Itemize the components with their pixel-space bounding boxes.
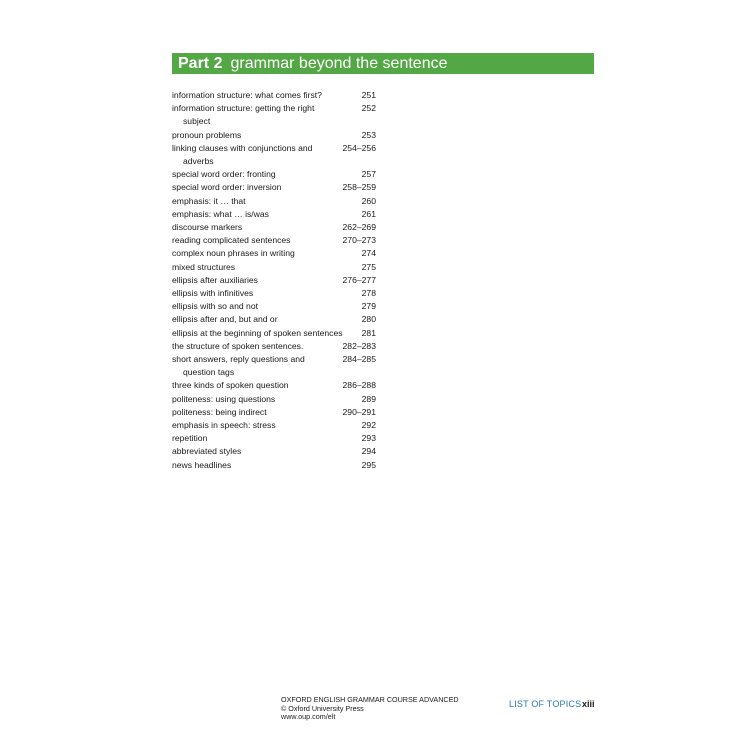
topic-entry (172, 181, 376, 194)
topic-title-line: pronoun problems (172, 129, 242, 140)
topic-page-range: 276–277 (342, 274, 376, 285)
topic-title-line: ellipsis after and, but and or (172, 314, 278, 325)
topic-page-range: 284–285 (342, 354, 376, 365)
topic-title (172, 445, 356, 458)
topic-title-line: reading complicated sentences (172, 235, 291, 246)
topic-entry (172, 445, 376, 458)
topic-page-range: 289 (361, 393, 376, 404)
topic-entry (172, 102, 376, 128)
topic-title-line: ellipsis with so and not (172, 301, 258, 312)
topic-entry (172, 195, 376, 208)
topic-title-line: the structure of spoken sentences. (172, 340, 304, 351)
topic-title (172, 89, 356, 102)
topic-title (172, 142, 337, 168)
topic-title-line: repetition (172, 433, 208, 444)
topic-title-continuation: adverbs (183, 156, 214, 167)
topics-list (172, 89, 376, 472)
part-title: grammar beyond the sentence (230, 54, 448, 72)
part-banner (172, 53, 594, 74)
topic-title-line: complex noun phrases in writing (172, 248, 295, 259)
topic-page-range: 270–273 (342, 235, 376, 246)
topic-title (172, 247, 356, 260)
topic-entry (172, 287, 376, 300)
topic-entry (172, 274, 376, 287)
topic-entry (172, 261, 376, 274)
topic-title (172, 181, 337, 194)
topic-title (172, 406, 337, 419)
topic-title (172, 102, 356, 128)
topic-title-line: ellipsis at the beginning of spoken sentences (172, 327, 343, 338)
topic-page-range: 251 (361, 90, 376, 100)
topic-title (172, 313, 356, 326)
topic-page-range: 258–259 (342, 182, 376, 193)
topic-title-line: politeness: using questions (172, 393, 276, 404)
topic-entry (172, 234, 376, 247)
topic-title (172, 274, 337, 287)
topic-page-range: 253 (361, 129, 376, 140)
topic-entry (172, 168, 376, 181)
topic-entry (172, 459, 376, 472)
topic-title-line: information structure: what comes first? (172, 90, 322, 100)
topic-page-range: 262–269 (342, 222, 376, 233)
topic-title (172, 432, 356, 445)
topic-title (172, 379, 337, 392)
topic-title (172, 327, 356, 340)
topic-entry (172, 247, 376, 260)
topic-title-line: news headlines (172, 459, 232, 470)
topic-page-range: 280 (361, 314, 376, 325)
topic-title-line: emphasis: it … that (172, 195, 246, 206)
topic-title (172, 195, 356, 208)
topic-page-range: 281 (361, 327, 376, 338)
topic-title-line: short answers, reply questions and (172, 354, 305, 365)
footer-publisher (281, 696, 459, 722)
topic-page-range: 275 (361, 261, 376, 272)
topic-entry (172, 327, 376, 340)
topic-title-line: special word order: inversion (172, 182, 282, 193)
topic-entry (172, 221, 376, 234)
topic-entry (172, 432, 376, 445)
footer-course-title: OXFORD ENGLISH GRAMMAR COURSE ADVANCED (281, 695, 459, 704)
topic-title (172, 208, 356, 221)
topic-entry (172, 208, 376, 221)
topic-title (172, 393, 356, 406)
topic-title (172, 419, 356, 432)
topic-entry (172, 129, 376, 142)
topic-title (172, 300, 356, 313)
footer-copyright: © Oxford University Press (281, 703, 364, 713)
topic-title-line: emphasis in speech: stress (172, 420, 276, 431)
topic-page-range: 260 (361, 195, 376, 206)
topic-title-line: three kinds of spoken question (172, 380, 289, 391)
topic-title-line: abbreviated styles (172, 446, 242, 457)
topic-title-line: discourse markers (172, 222, 243, 233)
topic-page-range: 293 (361, 433, 376, 444)
topic-entry (172, 419, 376, 432)
topic-title-continuation: question tags (183, 367, 235, 378)
topic-title-line: emphasis: what … is/was (172, 208, 269, 219)
topic-page-range: 278 (361, 288, 376, 299)
topic-entry (172, 340, 376, 353)
topic-title (172, 129, 356, 142)
topic-entry (172, 300, 376, 313)
topic-entry (172, 393, 376, 406)
topic-page-range: 254–256 (342, 142, 376, 153)
topic-page-range: 294 (361, 446, 376, 457)
topic-page-range: 290–291 (342, 406, 376, 417)
topic-title-line: mixed structures (172, 261, 236, 272)
topic-title-line: ellipsis with infinitives (172, 288, 254, 299)
topic-title (172, 261, 356, 274)
topic-title (172, 221, 337, 234)
topic-page-range: 257 (361, 169, 376, 180)
topic-title (172, 234, 337, 247)
topic-page-range: 274 (361, 248, 376, 259)
topic-title-line: information structure: getting the right (172, 103, 315, 114)
topic-entry (172, 406, 376, 419)
footer-section-label: LIST OF TOPICS (509, 699, 582, 709)
topic-title-line: linking clauses with conjunctions and (172, 142, 313, 153)
topic-title (172, 459, 356, 472)
topic-entry (172, 379, 376, 392)
topic-title (172, 340, 337, 353)
topic-title (172, 353, 337, 379)
topic-entry (172, 89, 376, 102)
topic-page-range: 282–283 (342, 340, 376, 351)
topic-page-range: 252 (361, 103, 376, 114)
footer-website: www.oup.com/elt (281, 712, 336, 722)
footer-page-number: xiii (582, 699, 595, 709)
topic-title-line: special word order: fronting (172, 169, 276, 180)
topic-page-range: 295 (361, 459, 376, 470)
topic-title-continuation: subject (183, 116, 211, 127)
topic-page-range: 261 (361, 208, 376, 219)
topic-page-range: 279 (361, 301, 376, 312)
part-label: Part 2 (178, 54, 223, 72)
topic-entry (172, 142, 376, 168)
topic-title-line: ellipsis after auxiliaries (172, 274, 258, 285)
topic-title-line: politeness: being indirect (172, 406, 267, 417)
topic-entry (172, 313, 376, 326)
topic-title (172, 168, 356, 181)
topic-entry (172, 353, 376, 379)
topic-title (172, 287, 356, 300)
topic-page-range: 286–288 (342, 380, 376, 391)
topic-page-range: 292 (361, 420, 376, 431)
